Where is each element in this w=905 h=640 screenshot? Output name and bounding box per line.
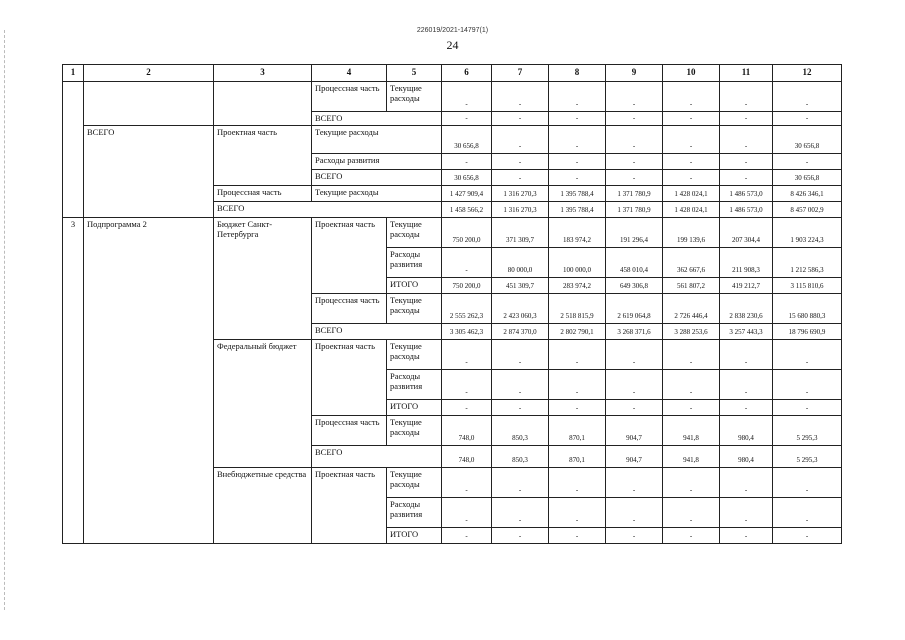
table-row <box>63 218 842 248</box>
project-part-label: Проектная часть <box>312 340 387 416</box>
value-cell: - <box>773 112 842 126</box>
process-part-label: Процессная часть <box>312 416 387 446</box>
value-cell: - <box>606 468 663 498</box>
value-cell: - <box>663 154 720 170</box>
value-cell: - <box>720 112 773 126</box>
value-cell: 748,0 <box>442 416 492 446</box>
col-header: 7 <box>492 65 549 82</box>
value-cell: 5 295,3 <box>773 416 842 446</box>
value-cell: 2 726 446,4 <box>663 294 720 324</box>
value-cell: - <box>492 82 549 112</box>
row-number: 3 <box>63 218 84 544</box>
value-cell: - <box>549 154 606 170</box>
value-cell: 2 802 790,1 <box>549 324 606 340</box>
value-cell: - <box>549 370 606 400</box>
value-cell: - <box>720 468 773 498</box>
value-cell: - <box>442 248 492 278</box>
value-cell: 5 295,3 <box>773 446 842 468</box>
value-cell: 3 268 371,6 <box>606 324 663 340</box>
col-header: 2 <box>84 65 214 82</box>
value-cell: - <box>773 528 842 544</box>
col-header: 1 <box>63 65 84 82</box>
value-cell: 870,1 <box>549 446 606 468</box>
project-part-label: Проектная часть <box>312 468 387 544</box>
value-cell: - <box>606 154 663 170</box>
current-expenses-label: Текущие расходы <box>387 340 442 370</box>
value-cell: - <box>720 126 773 154</box>
value-cell: - <box>606 340 663 370</box>
value-cell: 1 428 024,1 <box>663 202 720 218</box>
total-label: ВСЕГО <box>214 202 442 218</box>
value-cell: 2 619 064,8 <box>606 294 663 324</box>
col-header: 8 <box>549 65 606 82</box>
document-id: 226019/2021-14797(1) <box>416 27 489 34</box>
value-cell: - <box>549 340 606 370</box>
value-cell: - <box>606 82 663 112</box>
value-cell: 980,4 <box>720 446 773 468</box>
value-cell: 1 458 566,2 <box>442 202 492 218</box>
value-cell: - <box>663 370 720 400</box>
value-cell: - <box>773 400 842 416</box>
value-cell: - <box>663 400 720 416</box>
value-cell: - <box>442 82 492 112</box>
federal-budget-label: Федеральный бюджет <box>214 340 312 468</box>
value-cell: 458 010,4 <box>606 248 663 278</box>
value-cell: 80 000,0 <box>492 248 549 278</box>
project-part-label: Проектная часть <box>214 126 312 186</box>
value-cell: 8 457 002,9 <box>773 202 842 218</box>
value-cell: - <box>442 528 492 544</box>
value-cell: - <box>442 154 492 170</box>
value-cell: 3 288 253,6 <box>663 324 720 340</box>
value-cell: 30 656,8 <box>773 126 842 154</box>
value-cell: - <box>492 154 549 170</box>
value-cell: 904,7 <box>606 416 663 446</box>
value-cell: 1 212 586,3 <box>773 248 842 278</box>
value-cell: - <box>549 468 606 498</box>
value-cell: - <box>773 82 842 112</box>
value-cell: 15 680 880,3 <box>773 294 842 324</box>
current-expenses-label: Текущие расходы <box>312 126 442 154</box>
col-header: 5 <box>387 65 442 82</box>
value-cell: - <box>549 400 606 416</box>
value-cell: 371 309,7 <box>492 218 549 248</box>
value-cell: - <box>720 498 773 528</box>
value-cell: 1 486 573,0 <box>720 186 773 202</box>
total-label: ВСЕГО <box>312 112 442 126</box>
value-cell: 1 371 780,9 <box>606 186 663 202</box>
value-cell: - <box>663 340 720 370</box>
value-cell: 1 395 788,4 <box>549 202 606 218</box>
col-header: 10 <box>663 65 720 82</box>
value-cell: 18 796 690,9 <box>773 324 842 340</box>
value-cell: 561 807,2 <box>663 278 720 294</box>
value-cell: - <box>549 82 606 112</box>
col-header: 12 <box>773 65 842 82</box>
subprogram-label: Подпрограмма 2 <box>84 218 214 544</box>
page-number: 24 <box>446 38 459 52</box>
value-cell: 283 974,2 <box>549 278 606 294</box>
value-cell: - <box>663 82 720 112</box>
value-cell: 1 427 909,4 <box>442 186 492 202</box>
value-cell: 1 486 573,0 <box>720 202 773 218</box>
value-cell: - <box>773 468 842 498</box>
col-header: 3 <box>214 65 312 82</box>
value-cell: 850,3 <box>492 446 549 468</box>
value-cell: - <box>549 112 606 126</box>
dev-expenses-label: Расходы развития <box>387 498 442 528</box>
process-part-label: Процессная часть <box>312 294 387 324</box>
value-cell: 30 656,8 <box>773 170 842 186</box>
value-cell: - <box>773 498 842 528</box>
itogo-label: ИТОГО <box>387 400 442 416</box>
value-cell: 362 667,6 <box>663 248 720 278</box>
value-cell: - <box>492 370 549 400</box>
value-cell: - <box>606 400 663 416</box>
col-header: 11 <box>720 65 773 82</box>
current-expenses-label: Текущие расходы <box>387 294 442 324</box>
value-cell: 750 200,0 <box>442 278 492 294</box>
value-cell: 870,1 <box>549 416 606 446</box>
value-cell: 3 257 443,3 <box>720 324 773 340</box>
current-expenses-label: Текущие расходы <box>312 186 442 202</box>
project-part-label: Проектная часть <box>312 218 387 294</box>
current-expenses-label: Текущие расходы <box>387 416 442 446</box>
dev-expenses-label: Расходы развития <box>387 248 442 278</box>
value-cell: - <box>663 112 720 126</box>
value-cell: 100 000,0 <box>549 248 606 278</box>
value-cell: - <box>606 126 663 154</box>
value-cell: - <box>442 498 492 528</box>
value-cell: 2 423 060,3 <box>492 294 549 324</box>
value-cell: 1 395 788,4 <box>549 186 606 202</box>
value-cell: - <box>606 528 663 544</box>
value-cell: 2 555 262,3 <box>442 294 492 324</box>
value-cell: - <box>549 170 606 186</box>
value-cell: 3 115 810,6 <box>773 278 842 294</box>
value-cell: - <box>549 498 606 528</box>
value-cell: 8 426 346,1 <box>773 186 842 202</box>
value-cell: 30 656,8 <box>442 170 492 186</box>
value-cell: - <box>442 370 492 400</box>
value-cell: - <box>720 170 773 186</box>
value-cell: 199 139,6 <box>663 218 720 248</box>
value-cell: - <box>442 400 492 416</box>
value-cell: - <box>663 498 720 528</box>
value-cell: - <box>720 528 773 544</box>
value-cell: - <box>492 170 549 186</box>
cell-empty <box>84 82 214 126</box>
value-cell: - <box>773 340 842 370</box>
value-cell: 451 309,7 <box>492 278 549 294</box>
value-cell: - <box>606 112 663 126</box>
value-cell: 207 304,4 <box>720 218 773 248</box>
dev-expenses-label: Расходы развития <box>387 370 442 400</box>
value-cell: 191 296,4 <box>606 218 663 248</box>
value-cell: - <box>720 340 773 370</box>
current-expenses-label: Текущие расходы <box>387 218 442 248</box>
scan-edge-mark <box>4 30 6 610</box>
value-cell: 1 428 024,1 <box>663 186 720 202</box>
value-cell: - <box>442 340 492 370</box>
total-label: ВСЕГО <box>312 324 442 340</box>
itogo-label: ИТОГО <box>387 278 442 294</box>
value-cell: 748,0 <box>442 446 492 468</box>
value-cell: - <box>549 528 606 544</box>
value-cell: - <box>606 170 663 186</box>
value-cell: - <box>720 154 773 170</box>
value-cell: - <box>663 170 720 186</box>
value-cell: 419 212,7 <box>720 278 773 294</box>
value-cell: - <box>442 112 492 126</box>
grand-total-label: ВСЕГО <box>84 126 214 218</box>
value-cell: 750 200,0 <box>442 218 492 248</box>
value-cell: - <box>773 370 842 400</box>
table-row <box>63 126 842 154</box>
value-cell: 2 838 230,6 <box>720 294 773 324</box>
value-cell: - <box>606 498 663 528</box>
value-cell: - <box>492 498 549 528</box>
value-cell: - <box>720 82 773 112</box>
current-expenses-label: Текущие расходы <box>387 82 442 112</box>
value-cell: - <box>720 370 773 400</box>
value-cell: - <box>492 468 549 498</box>
value-cell: 183 974,2 <box>549 218 606 248</box>
value-cell: - <box>663 468 720 498</box>
value-cell: - <box>492 528 549 544</box>
value-cell: 1 316 270,3 <box>492 186 549 202</box>
dev-expenses-label: Расходы развития <box>312 154 442 170</box>
value-cell: 30 656,8 <box>442 126 492 154</box>
value-cell: 2 518 815,9 <box>549 294 606 324</box>
value-cell: - <box>773 154 842 170</box>
value-cell: 3 305 462,3 <box>442 324 492 340</box>
budget-spb-label: Бюджет Санкт-Петербурга <box>214 218 312 340</box>
value-cell: 850,3 <box>492 416 549 446</box>
value-cell: 904,7 <box>606 446 663 468</box>
value-cell: 941,8 <box>663 446 720 468</box>
total-label: ВСЕГО <box>312 446 442 468</box>
current-expenses-label: Текущие расходы <box>387 468 442 498</box>
table-row <box>63 82 842 112</box>
value-cell: 2 874 370,0 <box>492 324 549 340</box>
process-part-label: Процессная часть <box>214 186 312 202</box>
value-cell: - <box>492 126 549 154</box>
header-row <box>63 65 842 82</box>
process-part-label: Процессная часть <box>312 82 387 112</box>
off-budget-label: Внебюджетные средства <box>214 468 312 544</box>
value-cell: - <box>720 400 773 416</box>
cell-empty <box>63 82 84 218</box>
col-header: 9 <box>606 65 663 82</box>
budget-table <box>62 64 842 544</box>
value-cell: - <box>492 340 549 370</box>
total-label: ВСЕГО <box>312 170 442 186</box>
value-cell: 1 903 224,3 <box>773 218 842 248</box>
itogo-label: ИТОГО <box>387 528 442 544</box>
value-cell: 1 371 780,9 <box>606 202 663 218</box>
value-cell: 1 316 270,3 <box>492 202 549 218</box>
value-cell: - <box>606 370 663 400</box>
value-cell: 649 306,8 <box>606 278 663 294</box>
value-cell: - <box>492 400 549 416</box>
value-cell: - <box>663 528 720 544</box>
value-cell: 211 908,3 <box>720 248 773 278</box>
value-cell: 941,8 <box>663 416 720 446</box>
col-header: 6 <box>442 65 492 82</box>
value-cell: - <box>549 126 606 154</box>
col-header: 4 <box>312 65 387 82</box>
cell-empty <box>214 82 312 126</box>
value-cell: - <box>663 126 720 154</box>
value-cell: - <box>492 112 549 126</box>
value-cell: 980,4 <box>720 416 773 446</box>
value-cell: - <box>442 468 492 498</box>
